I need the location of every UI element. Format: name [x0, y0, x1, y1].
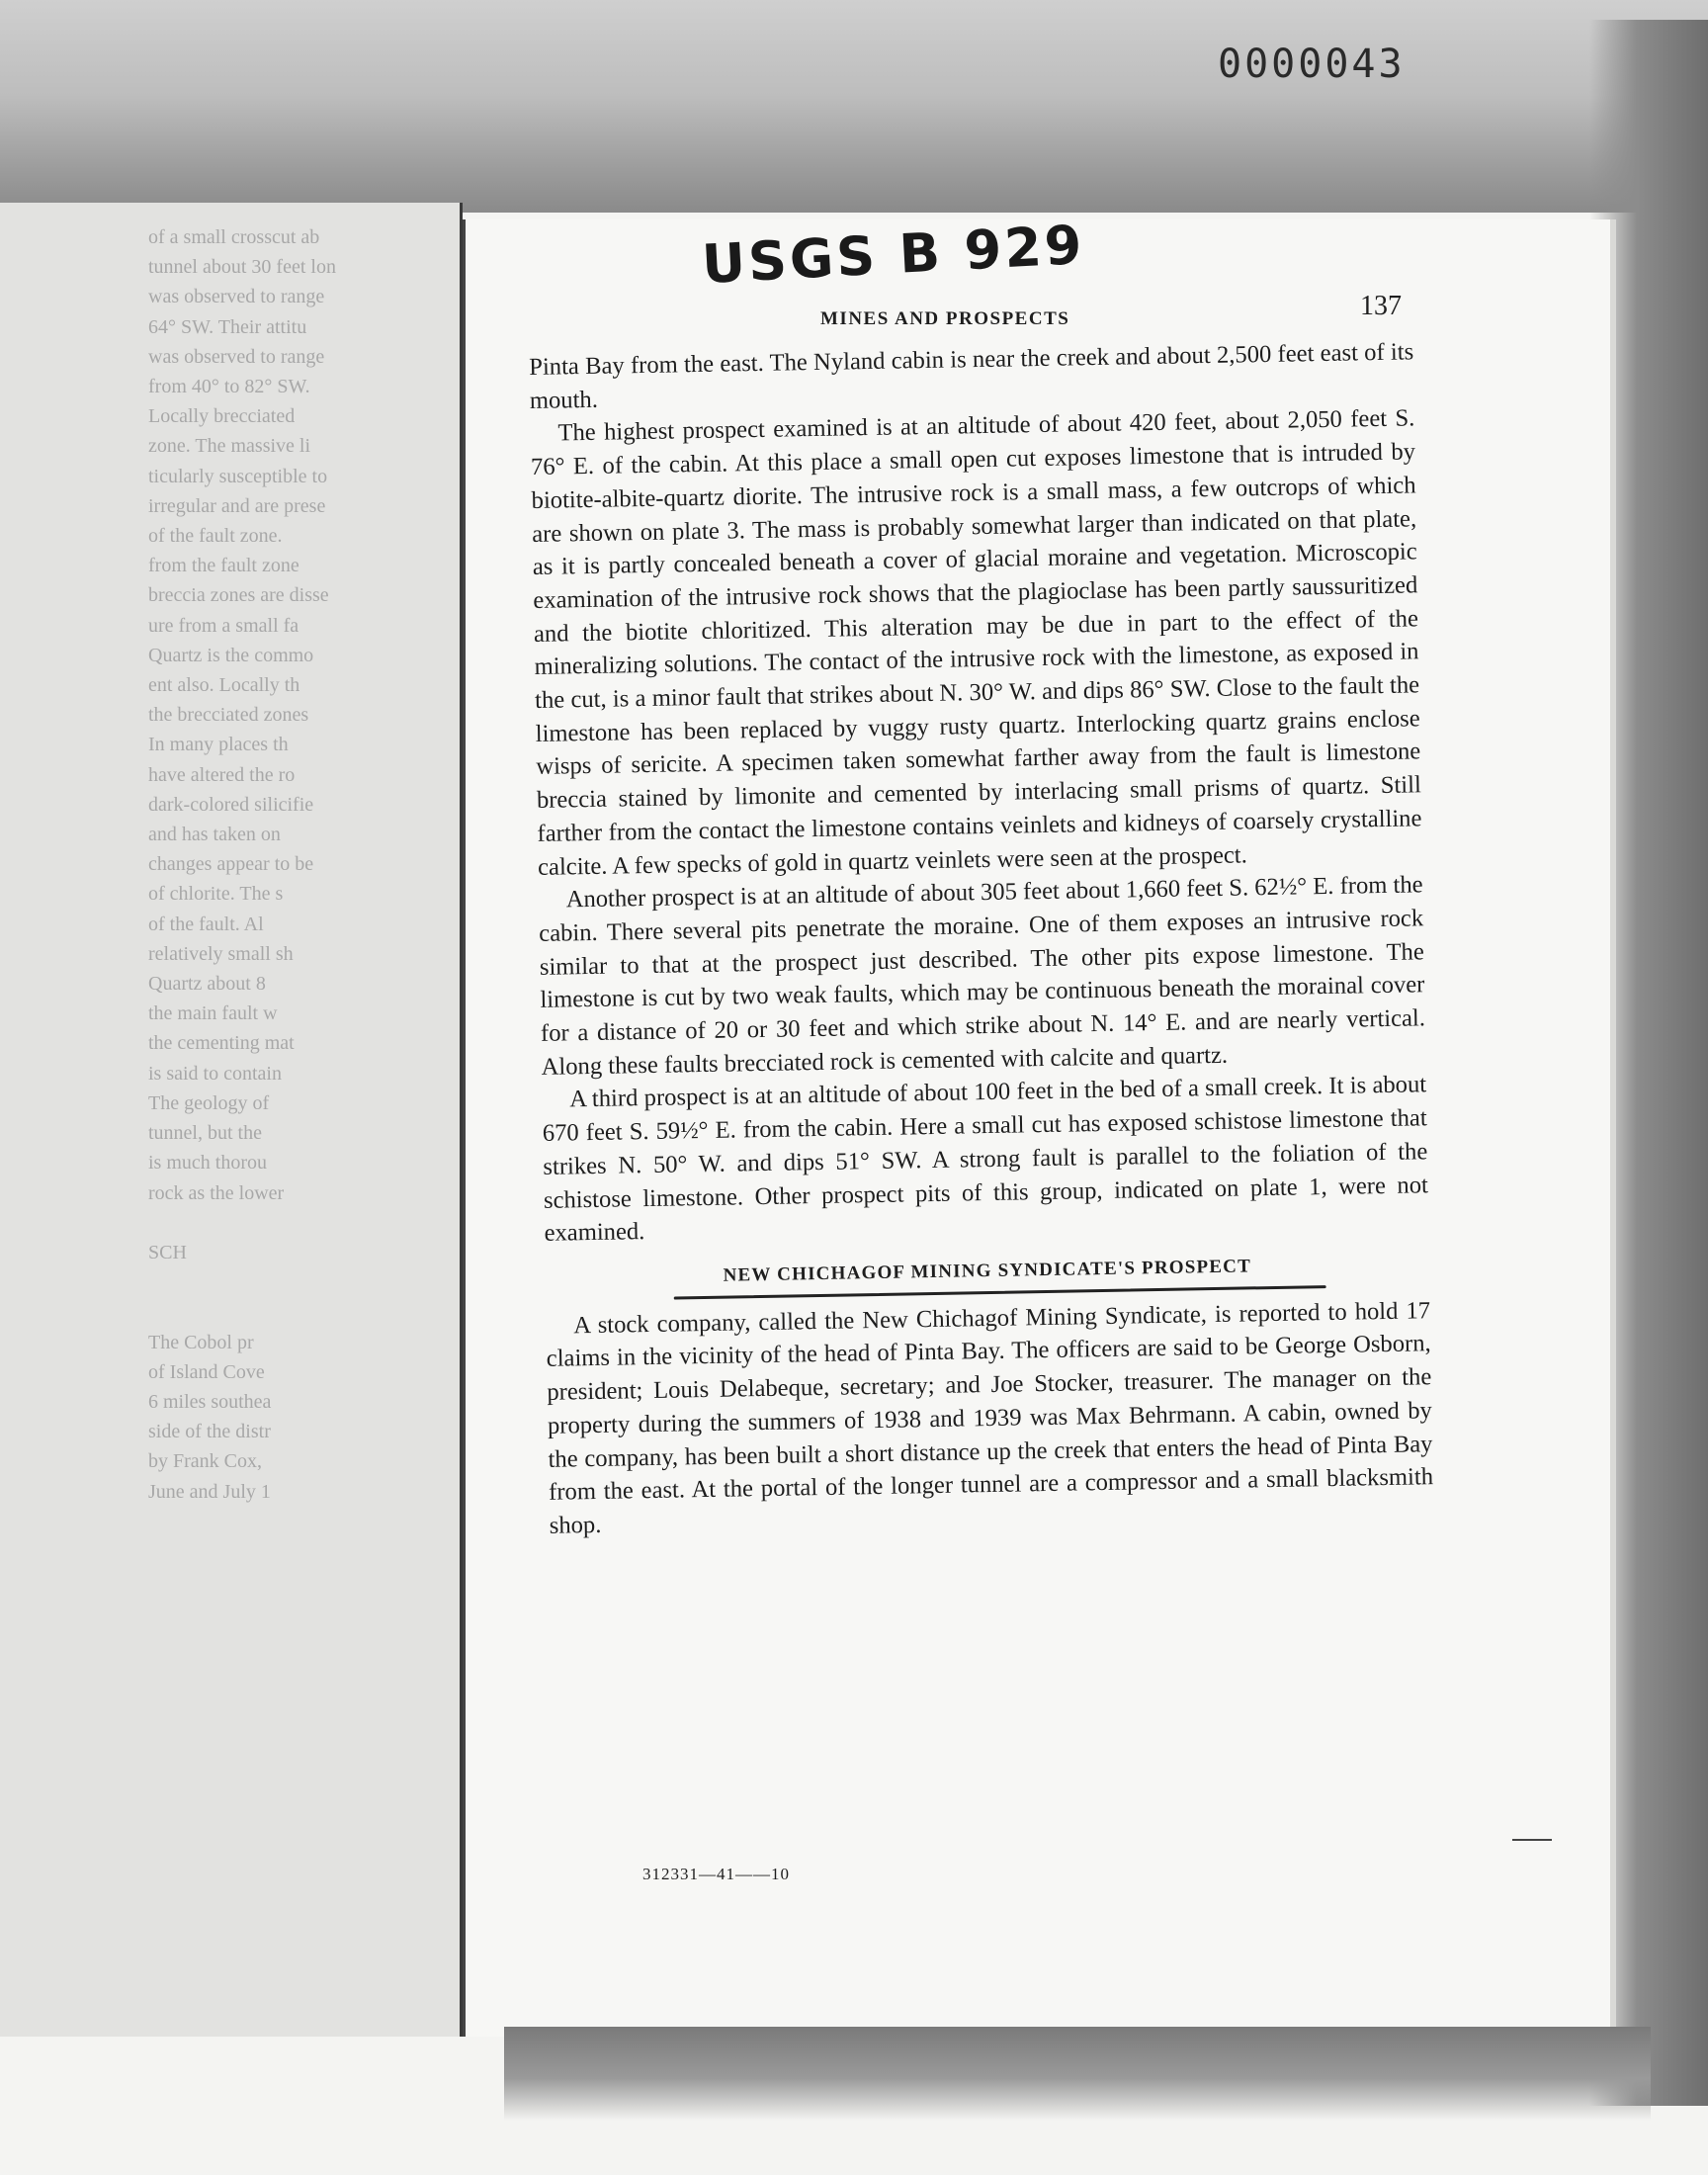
paragraph: A stock company, called the New Chichagof Mining Syndicate, is reported to hold 17 claims in the vicinity of the head of Pinta Bay. The officers are said to be George Osborn, president; Louis Delabeque, secretary; and Joe Stocker, treasurer. The manager on the property during the summers of 1938 and 1939 was Max Behrmann. A cabin, owned by the company, has been built a short distance up the creek that enters the head of Pinta Bay from the east. At the portal of the longer tunnel are a compressor and a small blacksmith shop.: [546, 1296, 1434, 1539]
facing-page-line: In many places th: [148, 734, 289, 756]
facing-page-line: The Cobol pr: [148, 1331, 254, 1353]
facing-page-line: [148, 1267, 445, 1297]
facing-page-line: relatively small sh: [148, 942, 294, 965]
facing-page-line: from 40° to 82° SW.: [148, 376, 310, 398]
paragraph: Another prospect is at an altitude of about 305 feet about 1,660 feet S. 62½° E. from the cabin. There several pits penetrate the moraine. One of them exposes an intrusive rock similar to that at the prospect just described. The other pits expose limestone. The limestone is cut by two weak faults, which may be continuous beneath the morainal cover for a distance of 20 or 30 feet and which strike about N. 14° E. and are nearly vertical. Along these faults brecciated rock is cemented with calcite and quartz.: [539, 871, 1426, 1081]
facing-page-line: [148, 1208, 445, 1238]
facing-page-line: rock as the lower: [148, 1181, 285, 1204]
facing-page-line: side of the distr: [148, 1421, 271, 1443]
facing-page-line: have altered the ro: [148, 763, 296, 786]
facing-page-line: of the fault. Al: [148, 913, 264, 935]
facing-page-line: ticularly susceptible to: [148, 465, 328, 487]
running-head: MINES AND PROSPECTS: [820, 308, 1070, 329]
facing-page-line: and has taken on: [148, 824, 281, 846]
photocopy-shadow-bottom: [504, 2027, 1651, 2121]
facing-page-line: breccia zones are disse: [148, 584, 329, 607]
section-heading-text: NEW CHICHAGOF MINING SYNDICATE'S PROSPECT: [723, 1256, 1252, 1286]
facing-page-line: from the fault zone: [148, 555, 299, 577]
facing-page-line: The geology of: [148, 1091, 270, 1114]
facing-page-line: dark-colored silicifie: [148, 793, 314, 816]
page-body: [529, 335, 1434, 1542]
footer-code: 312331—41——10: [642, 1865, 790, 1883]
facing-page-line: [148, 1297, 445, 1327]
facing-page-line: the cementing mat: [148, 1032, 295, 1055]
facing-page-text: [148, 222, 445, 1507]
facing-page-line: the brecciated zones: [148, 704, 309, 727]
paragraph: Pinta Bay from the east. The Nyland cabin is near the creek and about 2,500 feet east of its mouth.: [529, 338, 1414, 414]
facing-page-line: June and July 1: [148, 1480, 271, 1503]
facing-page-line: irregular and are prese: [148, 494, 326, 517]
facing-page-line: is said to contain: [148, 1062, 282, 1085]
facing-page-line: ent also. Locally th: [148, 674, 300, 697]
facing-page-line: Quartz is the commo: [148, 644, 314, 666]
page-number: 137: [1360, 291, 1402, 321]
margin-mark: [1512, 1839, 1552, 1849]
facing-page-line: 64° SW. Their attitu: [148, 315, 307, 338]
facing-page-line: of a small crosscut ab: [148, 226, 320, 248]
facing-page-line: is much thorou: [148, 1152, 267, 1174]
handwritten-label: USGS B 929: [700, 213, 1086, 297]
facing-page-line: of the fault zone.: [148, 525, 283, 548]
facing-page-line: Locally brecciated: [148, 405, 296, 428]
facing-page-line: zone. The massive li: [148, 435, 311, 458]
document-code: 0000043: [1218, 42, 1406, 87]
paragraph: The highest prospect examined is at an altitude of about 420 feet, about 2,050 feet S. 76° E. of the cabin. At this place a small open cut exposes limestone that is intruded by biotite-albite-quartz diorite. The intrusive rock is a small mass, a few outcrops of which are shown on plate 3. The mass is probably somewhat larger than indicated on that plate, as it is partly concealed beneath a cover of glacial moraine and vegetation. Microscopic examination of the intrusive rock shows that the plagioclase has been partly saussuritized and the biotite chloritized. This alteration may be due in part to the effect of the mineralizing solutions. The contact of the intrusive rock with the limestone, as exposed in the cut, is a minor fault that strikes about N. 30° W. and dips 86° SW. Close to the fault the limestone has been replaced by vuggy rusty quartz. Interlocking quartz grains enclose wisps of sericite. A specimen taken somewhat farther away from the fault is limestone breccia stained by limonite and cemented by interlacing small prisms of quartz. Still farther from the contact the limestone contains veinlets and kidneys of coarsely crystalline calcite. A few specks of gold in quartz veinlets were seen at the prospect.: [530, 404, 1422, 881]
photocopy-shadow-top: [0, 0, 1708, 213]
facing-page-line: was observed to range: [148, 345, 325, 368]
facing-page-line: changes appear to be: [148, 853, 314, 876]
facing-page: [0, 203, 463, 2037]
facing-page-line: ure from a small fa: [148, 614, 299, 637]
facing-page-line: was observed to range: [148, 286, 325, 308]
facing-page-line: Quartz about 8: [148, 973, 266, 996]
facing-page-line: the main fault w: [148, 1002, 278, 1025]
facing-page-line: 6 miles southea: [148, 1390, 272, 1413]
paragraph: A third prospect is at an altitude of about 100 feet in the bed of a small creek. It is about 670 feet S. 59½° E. from the cabin. Here a small cut has exposed schistose limestone that strikes N. 50° W. and dips 51° SW. A strong fault is parallel to the foliation of the schistose limestone. Other prospect pits of this group, indicated on plate 1, were not examined.: [542, 1071, 1429, 1248]
facing-page-line: of Island Cove: [148, 1360, 265, 1383]
facing-page-line: by Frank Cox,: [148, 1450, 262, 1473]
section-heading: [545, 1247, 1429, 1295]
facing-page-line: tunnel about 30 feet lon: [148, 256, 336, 279]
facing-page-line: of chlorite. The s: [148, 883, 284, 906]
facing-page-line: SCH: [148, 1241, 187, 1263]
facing-page-line: tunnel, but the: [148, 1122, 262, 1145]
